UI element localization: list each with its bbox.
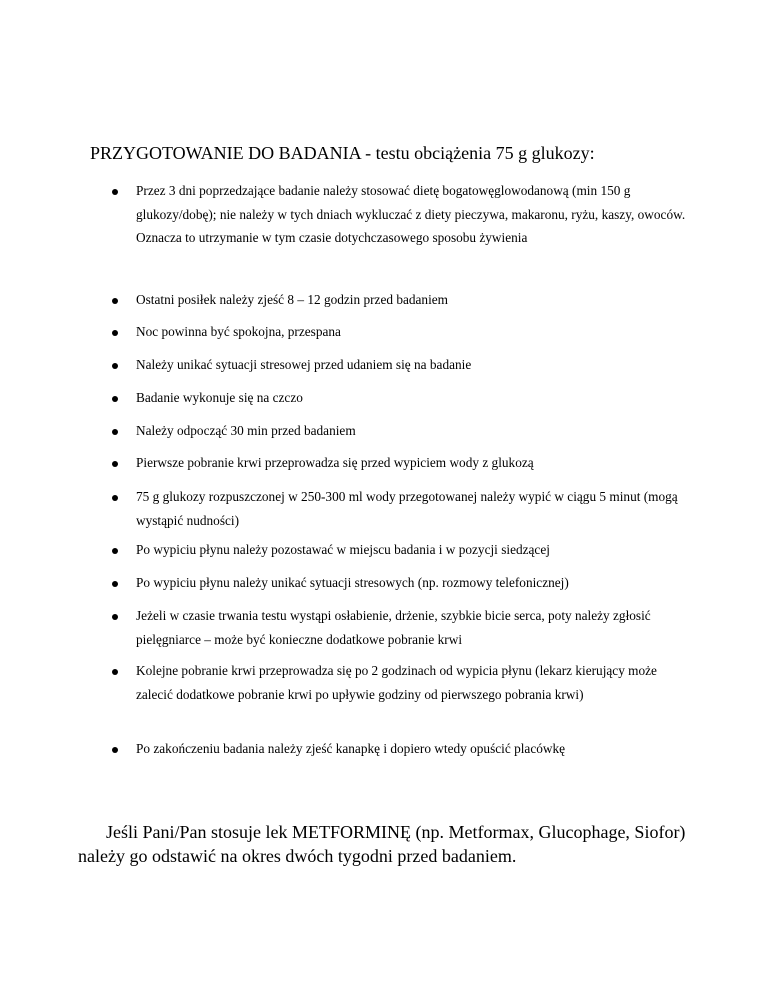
list-item-text: Należy unikać sytuacji stresowej przed udaniem się na badanie xyxy=(136,357,472,372)
bullet-icon xyxy=(112,548,118,554)
list-item-text: Po wypiciu płynu należy unikać sytuacji stresowych (np. rozmowy telefonicznej) xyxy=(136,575,569,590)
document-heading: PRZYGOTOWANIE DO BADANIA - testu obciążenia 75 g glukozy: xyxy=(90,143,595,163)
list-item xyxy=(136,419,696,443)
bullet-icon xyxy=(112,330,118,336)
list-item xyxy=(136,386,696,410)
bullet-icon xyxy=(112,669,118,675)
bullet-icon xyxy=(112,429,118,435)
list-item-text: Przez 3 dni poprzedzające badanie należy stosować dietę bogatowęglowodanową (min 150 g glukozy/dobę); nie należy w tych dniach wykluczać z diety pieczywa, makaronu, ryżu, kaszy, owoców. Oznacza to utrzymanie w tym czasie dotychczasowego sposobu żywienia xyxy=(136,183,686,245)
list-item xyxy=(136,659,696,706)
list-item xyxy=(136,737,696,761)
bullet-icon xyxy=(112,189,118,195)
list-item-text: Należy odpocząć 30 min przed badaniem xyxy=(136,423,356,438)
bullet-icon xyxy=(112,614,118,620)
list-item xyxy=(136,485,696,532)
list-item xyxy=(136,179,706,250)
bullet-icon xyxy=(112,581,118,587)
list-item xyxy=(136,288,696,312)
list-item-text: Noc powinna być spokojna, przespana xyxy=(136,324,341,339)
list-item-text: 75 g glukozy rozpuszczonej w 250-300 ml wody przegotowanej należy wypić w ciągu 5 minut (mogą wystąpić nudności) xyxy=(136,489,678,528)
list-item xyxy=(136,571,696,595)
list-item-text: Ostatni posiłek należy zjeść 8 – 12 godzin przed badaniem xyxy=(136,292,449,307)
list-item-text: Po zakończeniu badania należy zjeść kanapkę i dopiero wtedy opuścić placówkę xyxy=(136,741,566,756)
bullet-icon xyxy=(112,396,118,402)
list-item-text: Kolejne pobranie krwi przeprowadza się po 2 godzinach od wypicia płynu (lekarz kierujący może zalecić dodatkowe pobranie krwi po upływie godziny od pierwszego pobrania krwi) xyxy=(136,663,657,702)
list-item-text: Pierwsze pobranie krwi przeprowadza się przed wypiciem wody z glukozą xyxy=(136,455,534,470)
list-item-text: Po wypiciu płynu należy pozostawać w miejscu badania i w pozycji siedzącej xyxy=(136,542,550,557)
list-item xyxy=(136,538,696,562)
list-item xyxy=(136,451,696,475)
metformin-note: Jeśli Pani/Pan stosuje lek METFORMINĘ (np. Metformax, Glucophage, Siofor) należy go odstawić na okres dwóch tygodni przed badaniem. xyxy=(78,822,686,866)
list-item-text: Jeżeli w czasie trwania testu wystąpi osłabienie, drżenie, szybkie bicie serca, poty należy zgłosić pielęgniarce – może być konieczne dodatkowe pobranie krwi xyxy=(136,608,651,647)
list-item xyxy=(136,353,696,377)
list-item xyxy=(136,604,696,651)
list-item-text: Badanie wykonuje się na czczo xyxy=(136,390,303,405)
list-item xyxy=(136,320,696,344)
bullet-icon xyxy=(112,747,118,753)
bullet-icon xyxy=(112,495,118,501)
bullet-icon xyxy=(112,363,118,369)
bullet-icon xyxy=(112,461,118,467)
bullet-icon xyxy=(112,298,118,304)
